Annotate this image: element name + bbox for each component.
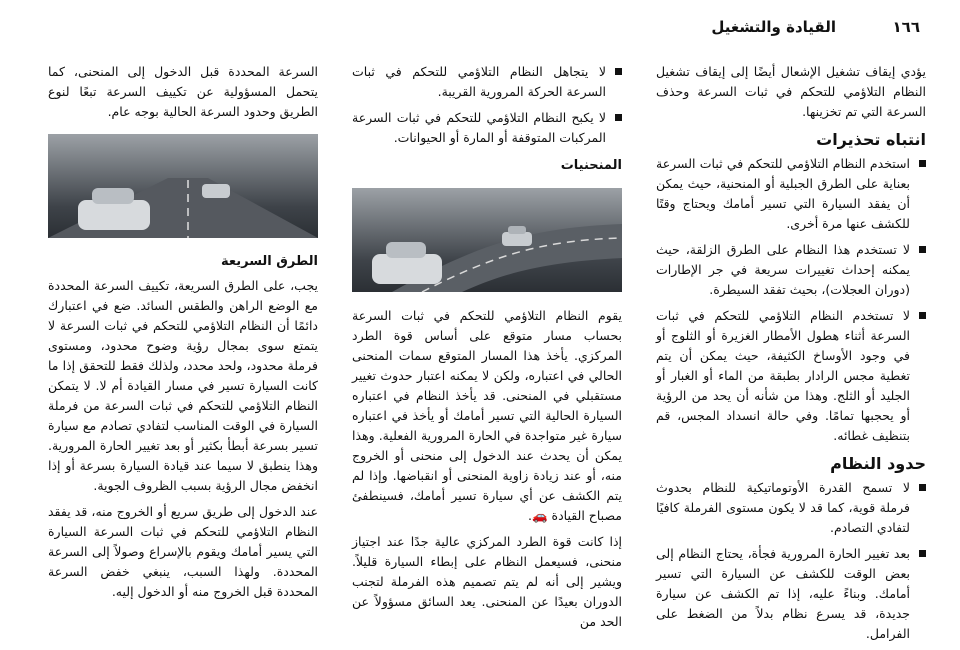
limits-heading: حدود النظام	[830, 454, 926, 473]
page-header	[40, 18, 920, 38]
intro-paragraph: يؤدي إيقاف تشغيل الإشعال أيضًا إلى إيقاف تشغيل النظام التلاؤمي للتحكم في ثبات السرعة وحذف السرعة التي تم تخزينها.	[656, 64, 926, 119]
warnings-heading: انتباه تحذيرات	[816, 130, 926, 149]
curves-paragraph-2: إذا كانت قوة الطرد المركزي عالية جدًا عند اجتياز منحنى، فسيعمل النظام على إبطاء السيارة قليلاً. ويشير إلى أنه لم يتم تصميم هذه الفرملة لتجنب الدوران بعيدًا عن المنحنى. يعد السائق مسؤولاً عن الحد من	[352, 534, 622, 629]
curve-road-photo	[352, 188, 622, 292]
limit-item: لا تسمح القدرة الأوتوماتيكية للنظام بحدوث فرملة قوية، كما قد لا يكون مستوى الفرملة كافيًا لتفادي التصادم.	[656, 478, 926, 538]
curve-road-illustration	[352, 188, 622, 292]
car-ahead-icon	[502, 226, 532, 246]
page-number: ١٦٦	[892, 18, 920, 36]
highway-heading: الطرق السريعة	[221, 254, 318, 269]
bullet-icon	[919, 550, 926, 557]
car-ahead-icon	[202, 184, 230, 198]
highway-photo	[48, 134, 318, 238]
warning-item: استخدم النظام التلاؤمي للتحكم في ثبات السرعة بعناية على الطرق الجبلية أو المنحنية، حيث يمكن أن يفقد السيارة التي تسير أمامك ويحتاج وقتًا للكشف عنها مرة أخرى.	[656, 154, 926, 234]
column-middle	[352, 62, 622, 638]
own-car-icon	[372, 242, 442, 284]
warnings-list	[656, 154, 926, 446]
curves-paragraph-1: يقوم النظام التلاؤمي للتحكم في ثبات السرعة بحساب مسار متوقع على أساس قوة الطرد المركزي. يأخذ هذا المسار المتوقع سمات المنحنى الحالي في اعتباره، ولكن لا يمكنه اعتبار حدوث تغيير مستقبلي في المنحنى. قد يأخذ النظام في اعتباره السيارة الحالية التي تسير أمامك أو يأخذ في اعتباره سيارة غير متواجدة في الحارة المرورية الفعلية. وهذا يمكن أن يحدث عند الدخول إلى منحنى أو الخروج منه، أو عند زيادة زاوية المنحنى أو انقباضها. وإذا لم يتم الكشف عن أي سيارة تسير أمامك، فسينطفئ مصباح القيادة 🚗.	[352, 308, 622, 523]
bullet-icon	[615, 68, 622, 75]
warning-item: لا تستخدم هذا النظام على الطرق الزلقة، حيث يمكنه إحداث تغييرات سريعة في جر الإطارات (دوران العجلات)، بحيث تفقد السيطرة.	[656, 240, 926, 300]
warning-item: لا تستخدم النظام التلاؤمي للتحكم في ثبات السرعة أثناء هطول الأمطار الغزيرة أو الثلوج أو في وجود الأوساخ الكثيفة، حيث يمكن أن يتم تغطية مجس الرادار بطبقة من الماء أو الغبار أو الجليد أو الثلج. وهذا من شأنه أن يحد من الرؤية أو يحجبها تمامًا. وفي حالة انسداد المجس، قم بتنظيف غطائه.	[656, 306, 926, 446]
bullet-icon	[919, 484, 926, 491]
highway-illustration	[48, 134, 318, 238]
continued-paragraph: السرعة المحددة قبل الدخول إلى المنحنى، كما يتحمل المسؤولية عن تكييف السرعة تبعًا لنوع الطريق وحدود السرعة الحالية بوجه عام.	[48, 64, 318, 119]
bullet-icon	[919, 246, 926, 253]
limits-list	[656, 478, 926, 644]
highway-paragraph-1: يجب، على الطرق السريعة، تكييف السرعة المحددة مع الوضع الراهن والطقس السائد. ضع في اعتبارك دائمًا أن النظام التلاؤمي للتحكم في ثبات السرعة لا يتمتع سوى بمجال رؤية وضوح محدود، ومستوى فرملة محدود، ولحد محدد، ولذلك فقط للتحقق إذا ما كانت السيارة تسير في مسار القيادة أم لا. لا يتمكن النظام التلاؤمي للتحكم في ثبات السرعة من فرملة السيارة في الوقت المناسب لتفادي تصادم مع سيارة تسير بسرعة أبطأ بكثير أو بعد تغيير الحارة المرورية. وهذا ينطبق لا سيما عند قيادة السيارة بسرعة أو إذا انخفض مجال الرؤية بسبب الظروف الجوية.	[48, 278, 318, 493]
limit-item: بعد تغيير الحارة المرورية فجأة، يحتاج النظام إلى بعض الوقت للكشف عن السيارة التي تسير أمامك. وبناءً عليه، إذا تم الكشف عن سيارة جديدة، قد يسرع نظام بدلاً من الضغط على الفرامل.	[656, 544, 926, 644]
column-left	[48, 62, 318, 608]
traffic-list	[352, 62, 622, 148]
column-right	[656, 62, 926, 650]
curves-heading: المنحنيات	[560, 158, 622, 173]
bullet-icon	[919, 160, 926, 167]
traffic-item: لا يتجاهل النظام التلاؤمي للتحكم في ثبات السرعة الحركة المرورية القريبة.	[352, 62, 622, 102]
highway-paragraph-2: عند الدخول إلى طريق سريع أو الخروج منه، قد يفقد النظام التلاؤمي للتحكم في ثبات السرعة السيارة التي يسير أمامك ويقوم بالإسراع وصولاً إلى السرعة المحددة. ولهذا السبب، ينبغي خفض السرعة المحددة قبل الخروج منه أو الدخول إليه.	[48, 504, 318, 599]
bullet-icon	[919, 312, 926, 319]
bullet-icon	[615, 114, 622, 121]
chapter-title: القيادة والتشغيل	[711, 18, 836, 36]
traffic-item: لا يكبح النظام التلاؤمي للتحكم في ثبات السرعة المركبات المتوقفة أو المارة أو الحيوانات.	[352, 108, 622, 148]
